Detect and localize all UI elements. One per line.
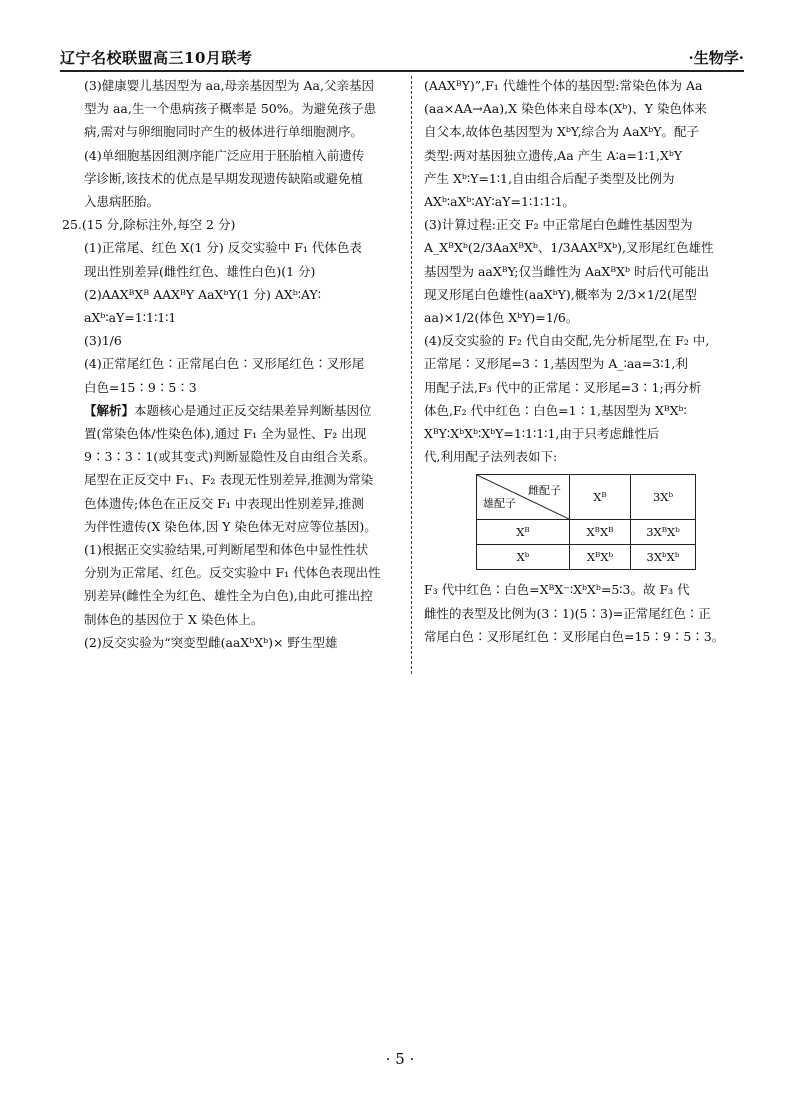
text-line: 型为 aa,生一个患病孩子概率是 50%。为避免孩子患 — [84, 101, 377, 117]
text-line: (1)根据正交实验结果,可判断尾型和体色中显性性状 — [84, 542, 369, 558]
text-line: (3)1/6 — [84, 333, 122, 349]
gamete-table — [476, 474, 696, 570]
page-number: · 5 · — [385, 1050, 415, 1068]
text-line: (3)健康婴儿基因型为 aa,母亲基因型为 Aa,父亲基因 — [84, 78, 374, 93]
text-line: (4)正常尾红色∶正常尾白色∶叉形尾红色∶叉形尾 — [84, 356, 365, 372]
text-line: 体色,F₂ 代中红色∶白色=1∶1,基因型为 XᴮXᵇ∶ — [424, 402, 687, 418]
table-cell: 3XᴮXᵇ — [631, 520, 696, 545]
text-line: 正常尾∶叉形尾=3∶1,基因型为 A_∶aa=3∶1,利 — [424, 356, 688, 372]
text-line: 别差异(雌性全为红色、雄性全为白色),由此可推出控 — [84, 588, 373, 604]
header-subject: ·生物学· — [688, 49, 744, 67]
text-line: (1)正常尾、红色 X(1 分) 反交实验中 F₁ 代体色表 — [84, 240, 362, 256]
analysis-label: 【解析】 — [84, 402, 135, 418]
header-title: 辽宁名校联盟高三10月联考 — [60, 49, 253, 67]
text-line: 雌性的表型及比例为(3∶1)(5∶3)=正常尾红色∶正 — [424, 605, 711, 621]
text-line: 产生 Xᵇ∶Y=1∶1,自由组合后配子类型及比例为 — [424, 170, 675, 186]
table-row-header: Xᵇ — [477, 545, 570, 570]
text-line: 现叉形尾白色雄性(aaXᵇY),概率为 2/3×1/2(尾型 — [424, 286, 697, 302]
table-row — [477, 520, 696, 545]
text-line: aa)×1/2(体色 XᵇY)=1/6。 — [424, 310, 579, 326]
text-line: 现出性别差异(雌性红色、雄性白色)(1 分) — [84, 263, 316, 279]
text-line: XᴮY∶XᵇXᵇ∶XᵇY=1∶1∶1∶1,由于只考虑雌性后 — [424, 426, 660, 442]
table-col-header: 3Xᵇ — [631, 475, 696, 520]
table-cell: XᴮXᵇ — [570, 545, 631, 570]
corner-bottom-label: 雄配子 — [483, 497, 516, 511]
analysis-line — [70, 399, 400, 422]
text-line: (2)AAXᴮXᴮ AAXᴮY AaXᵇY(1 分) AXᵇ∶AY∶ — [84, 286, 322, 302]
text-line: 白色=15∶9∶5∶3 — [84, 379, 197, 395]
text-line: 代,利用配子法列表如下: — [424, 449, 558, 465]
text-line: 置(常染色体/性染色体),通过 F₁ 全为显性、F₂ 出现 — [84, 426, 367, 442]
analysis-text: 本题核心是通过正反交结果差异判断基因位 — [134, 402, 372, 418]
text-line: 色体遗传;体色在正反交 F₁ 中表现出性别差异,推测 — [84, 495, 364, 511]
table-cell: 3XᵇXᵇ — [631, 545, 696, 570]
table-corner — [477, 475, 570, 520]
column-divider — [411, 76, 412, 674]
page-header — [60, 44, 744, 72]
text-line: 基因型为 aaXᴮY;仅当雌性为 AaXᴮXᵇ 时后代可能出 — [424, 263, 709, 279]
text-line: 用配子法,F₃ 代中的正常尾∶叉形尾=3∶1;再分析 — [424, 379, 702, 395]
text-line: 自父本,故体色基因型为 XᵇY,综合为 AaXᵇY。配子 — [424, 124, 700, 140]
text-line: 学诊断,该技术的优点是早期发现遗传缺陷或避免植 — [84, 170, 363, 186]
text-line: 尾型在正反交中 F₁、F₂ 表现无性别差异,推测为常染 — [84, 472, 374, 488]
text-line: 为伴性遗传(X 染色体,因 Y 染色体无对应等位基因)。 — [84, 518, 377, 534]
text-line: A_XᴮXᵇ(2/3AaXᴮXᵇ、1/3AAXᴮXᵇ),叉形尾红色雄性 — [424, 240, 714, 256]
left-column — [62, 74, 400, 654]
text-line: 分别为正常尾、红色。反交实验中 F₁ 代体色表现出性 — [84, 565, 381, 581]
text-line: 制体色的基因位于 X 染色体上。 — [84, 611, 264, 627]
text-line: (aa×AA→Aa),X 染色体来自母本(Xᵇ)、Y 染色体来 — [424, 101, 707, 117]
text-line: 病,需对与卵细胞同时产生的极体进行单细胞测序。 — [84, 124, 363, 140]
table-cell: XᴮXᴮ — [570, 520, 631, 545]
text-line: 类型:两对基因独立遗传,Aa 产生 A∶a=1∶1,XᵇY — [424, 147, 683, 163]
text-line: F₃ 代中红色∶白色=XᴮX⁻∶XᵇXᵇ=5∶3。故 F₃ 代 — [424, 582, 690, 598]
corner-top-label: 雌配子 — [528, 484, 561, 498]
table-row-header: Xᴮ — [477, 520, 570, 545]
text-line: 入患病胚胎。 — [84, 194, 160, 210]
text-line: 常尾白色∶叉形尾红色∶叉形尾白色=15∶9∶5∶3。 — [424, 628, 725, 644]
text-line: AXᵇ∶aXᵇ∶AY∶aY=1∶1∶1∶1。 — [424, 194, 576, 210]
text-line: (3)计算过程:正交 F₂ 中正常尾白色雌性基因型为 — [424, 217, 693, 233]
text-line: aXᵇ∶aY=1∶1∶1∶1 — [84, 310, 177, 326]
table-header-row — [477, 475, 696, 520]
text-line: (2)反交实验为“突变型雌(aaXᵇXᵇ)× 野生型雄 — [84, 634, 338, 650]
text-line: (AAXᴮY)”,F₁ 代雄性个体的基因型:常染色体为 Aa — [424, 78, 703, 93]
table-row — [477, 545, 696, 570]
table-col-header: Xᴮ — [570, 475, 631, 520]
text-line: (4)单细胞基因组测序能广泛应用于胚胎植入前遗传 — [84, 147, 365, 163]
text-line: (4)反交实验的 F₂ 代自由交配,先分析尾型,在 F₂ 中, — [424, 333, 710, 349]
text-line: 9∶3∶3∶1(或其变式)判断显隐性及自由组合关系。 — [84, 449, 376, 465]
right-column — [424, 74, 744, 648]
question-heading: 25.(15 分,除标注外,每空 2 分) — [62, 217, 236, 233]
